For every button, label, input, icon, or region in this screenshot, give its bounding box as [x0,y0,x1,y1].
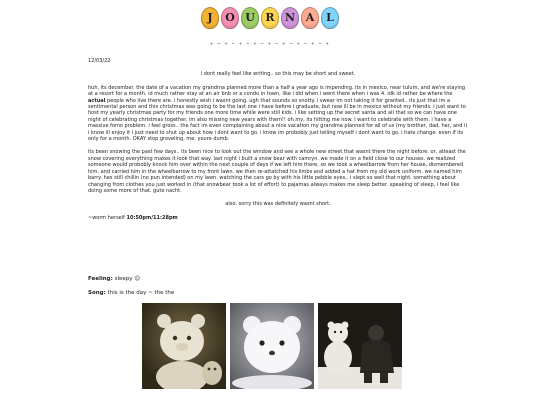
photo-strip [142,303,402,389]
paragraph-1-text-b: people who live there are. i honestly wish i wasnt going. ugh that sounds so snotty. i swear im not taking it for granted.. its just that im a sentimental person and this christmas was going to be the last one i have before i graduate, but now ill be in mexico without my friends. i just want to host my yearly christmas party for my friends one more time while were still kids. i like setting up the secret santa and all that so we can have one night of celebrating christmas together. im also missing new years with them!! oh my, its hitting me now. i want to celebrate with them. i have a massive fomo problem. i feel gross.. the fact im even complaining about a nice vacation my grandma planned for all of us (my brother, dad, her, and i) i know ill enjoy it i just need to shut up about how i dont want to go. i know im probobly just telling myself i dont want to go. i hate change. even if its only for a month. OKAY stop groveling, me. youre dumb. [88,97,468,143]
title-letter-heart: N [281,7,299,29]
entry-date: 12/03/22 [88,58,111,64]
title-letter-heart: R [261,7,279,29]
paragraph-1-text-a: huh, its december. the date of a vacation my grandma planned more than a half a year ago is impending. its in mexico, near tulum, and we're staying at a resort for a month. id much rather stay at an air bnb or a condo in town, like i did when i went there when i was 4. idk id rather be where the [88,84,466,98]
signature-name: ~worm herself [88,214,125,221]
title-letter-heart: U [241,7,259,29]
journal-entry [88,58,468,221]
journal-header [0,6,540,32]
feeling-label: Feeling: [88,276,113,282]
title-letter-heart: J [201,7,219,29]
title-letter-heart: A [301,7,319,29]
entry-signature [88,215,468,221]
entry-paragraph-1 [88,85,468,143]
header-divider: + ~ + ~ + ~ + ~ + ~ + ~ + ~ + ~ + [209,41,331,46]
paragraph-1-bold: actual [88,97,106,104]
snow-bear-photo-2 [230,303,314,389]
signature-time: 10:50pm/11:28pm [126,214,178,221]
song-value: this is the day ~ the the [107,290,175,296]
sleepy-face-icon: ☺ [134,276,140,282]
feeling-line [88,276,140,282]
entry-intro: i dont really feel like writing.. so this may be short and sweet. [200,71,356,78]
title-letter-heart: L [321,7,339,29]
feeling-value: sleepy [114,276,133,282]
title-letter-heart: O [221,7,239,29]
song-line [88,290,174,296]
snow-bear-photo-1 [142,303,226,389]
journal-title-hearts [201,7,339,29]
entry-closing: also, sorry this was definitely wasnt short. [225,201,331,208]
entry-paragraph-2: its been snowing the past few days.. its been nice to look out the window and see a whole new street that wasnt there the night before. or, atleast the snow covering everything makes it look that way. last night i built a snow bear with camryn. we made it on a field close to our houses. we realized someone would probobly knock him over within the next couple of days if we left him there, so we took a wheelbarrow from her house, dismembered him, and carried him in the wheelbarrow to my front lawn. we then re-attatched his limbs and added a hat from my old work uniform. we named him barry. hes still chillin (no pun intended) on my lawn. watching the cars go by with his little pebble eyes.. i slept so well that night. something about changing from clothes you just worked in (that snowbear took a lot of effort) to pajamas always makes me sleep better. speaking of sleep, i feel like doing some more of that. gute nacht. [88,149,466,194]
snow-bear-photo-3 [318,303,402,389]
song-label: Song: [88,290,106,296]
